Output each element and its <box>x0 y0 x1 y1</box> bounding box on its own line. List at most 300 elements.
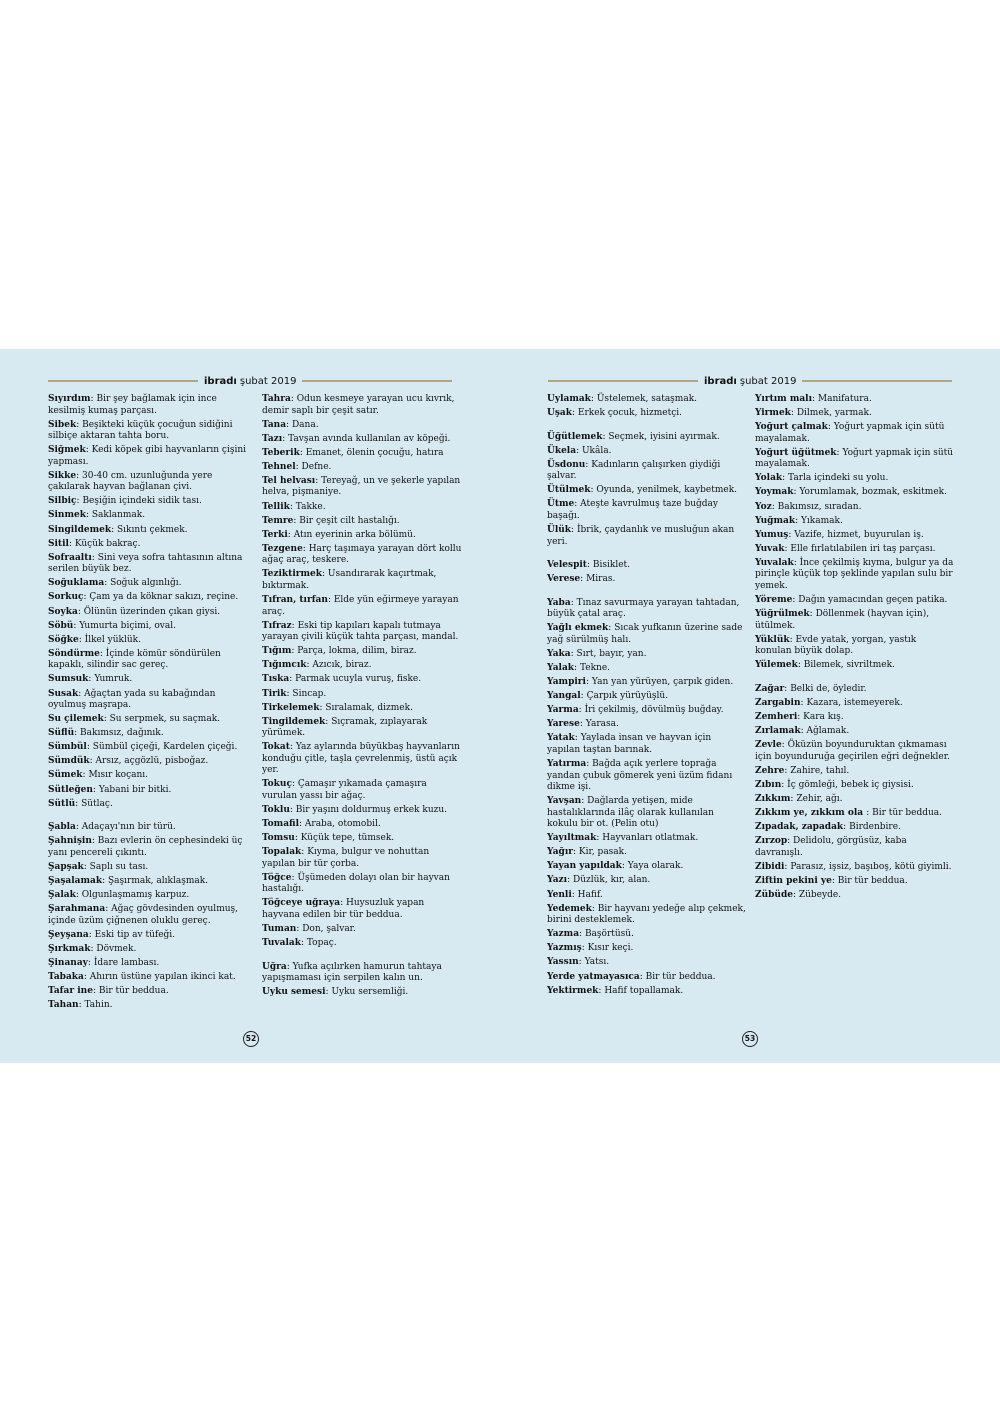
entry-separator: : <box>300 938 307 949</box>
entry-term: Yazma <box>547 929 580 940</box>
page-number: 53 <box>742 1031 758 1047</box>
entry-definition: Bilemek, sivriltmek. <box>803 660 895 671</box>
glossary-entry <box>48 930 248 942</box>
glossary-entry <box>755 558 955 593</box>
glossary-entry <box>755 394 955 406</box>
glossary-entry <box>547 759 747 794</box>
entry-term: Söbü <box>48 620 74 631</box>
entry-term: Uyku semesi <box>262 987 326 998</box>
entry-definition: Çarpık yürüyüşlü. <box>586 691 669 702</box>
entry-term: Susak <box>48 688 79 699</box>
glossary-column <box>48 394 248 1014</box>
entry-separator: : <box>843 822 850 833</box>
entry-definition: Tahin. <box>84 1000 113 1011</box>
entry-term: Zevle <box>755 740 782 751</box>
entry-term: Tıfran, tırfan <box>262 595 328 606</box>
entry-separator: : <box>104 578 111 589</box>
entry-separator: : <box>579 929 585 940</box>
glossary-entry <box>262 674 462 686</box>
glossary-entry <box>755 448 955 471</box>
glossary-entry <box>755 740 955 763</box>
entry-definition: Kısır keçi. <box>587 943 634 954</box>
entry-separator: : <box>586 759 593 769</box>
entry-definition: Dövmek. <box>96 943 137 954</box>
glossary-entry <box>755 766 955 778</box>
entry-separator: : <box>291 620 298 631</box>
entry-definition: Adaçayı'nın bir türü. <box>81 822 176 833</box>
entry-separator: : <box>579 719 586 730</box>
entry-definition: Huysuzluk yapan hayvana edilen bir tür beddua. <box>262 898 425 920</box>
entry-definition: Bir çeşit cilt hastalığı. <box>299 515 400 526</box>
entry-definition: Delidolu, görgüsüz, kaba davranışlı. <box>755 836 907 858</box>
entry-definition: Bir tür beddua. <box>98 986 169 997</box>
glossary-entry <box>547 796 747 831</box>
entry-separator: : <box>321 569 328 580</box>
glossary-entry <box>262 833 462 845</box>
entry-term: Siğmek <box>48 445 86 456</box>
entry-term: Sofraaltı <box>48 552 92 563</box>
glossary-entry <box>547 460 747 483</box>
entry-separator: : <box>797 660 804 671</box>
entry-term: Sıyırdım <box>48 394 91 404</box>
entry-definition: Sütlaç. <box>81 798 113 809</box>
glossary-entry <box>48 972 248 984</box>
entry-term: Yöreme <box>755 595 793 606</box>
entry-term: Söndürme <box>48 648 100 659</box>
entry-definition: Çam ya da köknar sakızı, reçine. <box>89 592 239 603</box>
glossary-entry <box>48 607 248 619</box>
entry-separator: : <box>325 716 332 727</box>
glossary-entry <box>262 779 462 802</box>
glossary-entry <box>262 873 462 896</box>
glossary-entry <box>547 408 747 420</box>
entry-definition: Topaç. <box>306 938 337 949</box>
entry-definition: Manifatura. <box>817 394 872 404</box>
glossary-entry <box>755 862 955 874</box>
entry-separator: : <box>574 499 581 510</box>
entry-term: Topalak <box>262 847 302 858</box>
glossary-entry <box>48 539 248 551</box>
entry-definition: Ateşte kavrulmuş taze buğday başağı. <box>547 499 719 521</box>
glossary-entry <box>547 623 747 646</box>
magazine-name: ibradı <box>704 375 737 387</box>
entry-definition: Dağın yamacından geçen patika. <box>798 595 948 606</box>
glossary-entry <box>48 621 248 633</box>
glossary-entry <box>547 943 747 955</box>
entry-separator: : <box>83 972 90 982</box>
entry-term: Yoymak <box>755 487 794 498</box>
entry-term: Yirmek <box>755 408 791 419</box>
entry-separator: : <box>290 394 297 404</box>
entry-definition: Bir şey bağlamak için ince kesilmiş kumaş parçası. <box>48 394 217 416</box>
entry-separator: : <box>590 394 597 404</box>
entry-definition: Sıkıntı çekmek. <box>117 524 188 535</box>
entry-term: Yayıltmak <box>547 833 597 844</box>
entry-definition: Ölünün üzerinden çıkan giysi. <box>83 606 221 617</box>
glossary-entry <box>262 646 462 658</box>
entry-definition: Zübeyde. <box>798 890 842 901</box>
glossary-entry <box>48 986 248 998</box>
glossary-entry <box>262 394 462 417</box>
entry-term: Ütme <box>547 499 575 510</box>
entry-definition: Kıyma, bulgur ve nohuttan yapılan bir tür çorba. <box>262 847 430 869</box>
entry-definition: Bir hayvanı yedeğe alıp çekmek, birini desteklemek. <box>547 903 746 926</box>
entry-term: Sümdük <box>48 756 90 767</box>
entry-term: Teziktirmek <box>262 569 322 580</box>
entry-term: Terki <box>262 529 288 540</box>
entry-term: Yaka <box>547 648 571 659</box>
entry-definition: Kir, pasak. <box>578 847 627 858</box>
entry-definition: Tınaz savurmaya yarayan tahtadan, büyük çatal araç. <box>547 597 740 620</box>
entry-definition: Yumurta biçimi, oval. <box>79 620 176 631</box>
entry-definition: 30-40 cm. uzunluğunda yere çakılarak hayvan bağlanan çivi. <box>48 470 213 493</box>
glossary-entry <box>755 780 955 792</box>
entry-definition: Yorumlamak, bozmak, eskitmek. <box>799 487 947 498</box>
entry-separator: : <box>299 447 306 458</box>
entry-definition: Bazı evlerin ön cephesindeki üç yanı pencereli çıkıntı. <box>48 836 243 858</box>
entry-term: Zırlamak <box>755 726 801 737</box>
entry-definition: Azıcık, biraz. <box>312 660 372 671</box>
entry-term: Yampiri <box>547 677 586 688</box>
entry-separator: : <box>578 705 585 716</box>
glossary-entry <box>547 986 747 998</box>
entry-term: Sumsuk <box>48 674 89 685</box>
entry-term: Tabaka <box>48 972 84 982</box>
entry-term: Üğütlemek <box>547 431 603 442</box>
entry-definition: Tavşan avında kullanılan av köpeği. <box>288 433 451 444</box>
glossary-entry <box>262 434 462 446</box>
entry-definition: Don, şalvar. <box>302 924 356 935</box>
glossary-entry <box>48 756 248 768</box>
entry-term: Tahan <box>48 1000 79 1011</box>
entry-separator: : <box>570 648 577 659</box>
entry-definition: İlkel yüklük. <box>84 634 141 645</box>
glossary-entry <box>48 445 248 468</box>
entry-separator: : <box>90 943 97 954</box>
glossary-entry <box>755 530 955 542</box>
glossary-entry <box>262 703 462 715</box>
glossary-entry <box>262 819 462 831</box>
glossary-entry <box>262 595 462 618</box>
glossary-entry <box>547 677 747 689</box>
entry-term: Yuğmak <box>755 515 796 526</box>
entry-term: Zıbın <box>755 779 782 790</box>
entry-definition: Başörtüsü. <box>584 929 634 940</box>
entry-separator: : <box>781 740 788 751</box>
entry-definition: Eski tip av tüfeği. <box>94 929 176 940</box>
entry-definition: Vazife, hizmet, buyurulan iş. <box>794 529 924 540</box>
entry-term: Yoz <box>755 501 772 512</box>
entry-term: Uğra <box>262 961 287 972</box>
glossary-entry <box>48 728 248 740</box>
entry-term: Ülük <box>547 525 572 536</box>
entry-term: Ziftin pekini ye <box>755 875 832 886</box>
glossary-entry <box>48 635 248 647</box>
header-rule <box>48 380 198 382</box>
entry-definition: Düzlük, kır, alan. <box>573 875 651 886</box>
entry-term: Yuvak <box>755 543 785 554</box>
page-right <box>500 349 1000 1063</box>
glossary-entry <box>262 717 462 740</box>
entry-definition: Sini veya sofra tahtasının altına serilen büyük bez. <box>48 552 243 575</box>
entry-term: Zağar <box>755 683 785 694</box>
entry-definition: Üstelemek, sataşmak. <box>596 394 698 404</box>
entry-definition: İçinde kömür söndürülen kapaklı, silindir sac gereç. <box>48 648 221 671</box>
entry-separator: : <box>602 431 609 442</box>
entry-separator: : <box>809 609 816 620</box>
entry-definition: Soğuk algınlığı. <box>110 578 182 589</box>
entry-definition: Ağlamak. <box>806 726 850 737</box>
glossary-entry <box>547 972 747 984</box>
entry-separator: : <box>76 470 83 481</box>
entry-term: Şeyşana <box>48 929 89 940</box>
entry-separator: : <box>793 487 800 498</box>
entry-definition: Uyku sersemliği. <box>331 987 409 998</box>
entry-term: Şarahmana <box>48 904 106 915</box>
glossary-entry <box>48 525 248 537</box>
entry-separator: : <box>282 433 289 444</box>
entry-term: Sikke <box>48 470 77 481</box>
entry-definition: Eski tip kapıları kapalı tutmaya yarayan çivili küçük tahta parçası, mandal. <box>262 620 459 643</box>
entry-separator: : <box>585 677 592 688</box>
glossary-entry <box>755 595 955 607</box>
entry-separator: : <box>787 836 794 847</box>
entry-term: Sorkuç <box>48 592 84 603</box>
entry-term: Yüklük <box>755 634 790 645</box>
entry-term: Yülemek <box>755 660 798 671</box>
entry-definition: Araba, otomobil. <box>304 819 381 830</box>
glossary-entry <box>755 502 955 514</box>
entry-term: Sümek <box>48 770 83 781</box>
entry-separator: : <box>771 501 778 512</box>
glossary-entry <box>48 944 248 956</box>
entry-definition: Elle fırlatılabilen iri taş parçası. <box>790 543 936 554</box>
glossary-entry <box>755 698 955 710</box>
entry-definition: Öküzün boyunduruktan çıkmaması için boyunduruğa geçirilen eğri değnekler. <box>755 740 950 762</box>
entry-term: Yatak <box>547 733 575 744</box>
entry-definition: İnce çekilmiş kıyma, bulgur ya da pirinçle küçük top şeklinde yapılan sulu bir yemek. <box>755 557 954 591</box>
entry-separator: : <box>571 889 578 900</box>
entry-definition: Tekne. <box>579 662 611 673</box>
glossary-entry <box>262 938 462 950</box>
entry-term: Uylamak <box>547 394 591 404</box>
entry-definition: Odun kesmeye yarayan ucu kıvrık, demir saplı bir çeşit satır. <box>262 394 455 416</box>
entry-separator: : <box>302 543 309 554</box>
entry-definition: Yaz aylarında büyükbaş hayvanların konduğu çitle, taşla çevrelenmiş, üstü açık yer. <box>262 742 460 776</box>
entry-separator: : <box>573 847 579 858</box>
glossary-entry <box>547 890 747 902</box>
glossary-entry <box>755 890 955 902</box>
entry-term: Yazmış <box>547 943 582 954</box>
glossary-entry <box>755 794 955 806</box>
entry-definition: Olgunlaşmamış karpuz. <box>81 890 190 901</box>
glossary-entry <box>262 462 462 474</box>
entry-separator: : <box>91 836 98 847</box>
glossary-entry <box>48 649 248 672</box>
entry-term: Sütlü <box>48 798 76 809</box>
entry-separator: : <box>574 733 581 744</box>
glossary-entry <box>547 904 747 927</box>
glossary-column <box>547 394 747 1000</box>
entry-definition: Beşikteki küçük çocuğun sidiğini silbiçe aktaran tahta boru. <box>48 419 233 442</box>
glossary-entry <box>755 609 955 632</box>
glossary-entry <box>755 876 955 888</box>
entry-separator: : <box>598 985 605 996</box>
glossary-entry <box>262 569 462 592</box>
entry-definition: Bir yaşını doldurmuş erkek kuzu. <box>295 804 448 815</box>
entry-term: Şalak <box>48 890 76 901</box>
entry-term: Yoğurt üğütmek <box>755 447 837 458</box>
entry-separator: : <box>295 461 302 472</box>
entry-separator: : <box>91 552 98 563</box>
entry-separator: : <box>574 662 580 673</box>
entry-separator: : <box>89 756 96 767</box>
entry-definition: Sümbül çiçeği, Kardelen çiçeği. <box>92 742 238 753</box>
glossary-entry <box>547 525 747 548</box>
entry-separator: : <box>315 475 322 486</box>
entry-term: Şapşak <box>48 861 84 872</box>
entry-definition: Kedi köpek gibi hayvanların çişini yapması. <box>48 445 246 467</box>
entry-definition: Sırt, bayır, yan. <box>576 648 647 659</box>
glossary-column <box>262 394 462 1001</box>
entry-separator: : <box>792 595 799 606</box>
entry-term: Zargabin <box>755 697 801 708</box>
entry-term: Yarma <box>547 705 579 716</box>
entry-separator: : <box>790 793 797 804</box>
entry-term: Tomsu <box>262 833 295 844</box>
glossary-entry <box>48 674 248 686</box>
entry-term: Yumuş <box>755 529 789 540</box>
entry-separator: : <box>286 419 292 430</box>
entry-definition: Oyunda, yenilmek, kaybetmek. <box>596 485 738 496</box>
entry-term: Yaba <box>547 597 571 608</box>
glossary-entry <box>262 530 462 542</box>
entry-term: Yoğurt çalmak <box>755 422 828 433</box>
entry-term: Yedemek <box>547 903 592 914</box>
entry-definition: Çamaşır yıkamada çamaşıra vurulan yassı bir ağaç. <box>262 779 427 801</box>
entry-separator: : <box>812 394 818 404</box>
entry-separator: : <box>567 875 573 886</box>
entry-definition: Yumruk. <box>94 674 133 685</box>
glossary-entry <box>262 448 462 460</box>
glossary-entry <box>262 987 462 999</box>
glossary-entry <box>48 876 248 888</box>
entry-separator: : <box>340 898 346 909</box>
entry-term: Ükela <box>547 445 577 456</box>
entry-definition: Ukâla. <box>581 445 612 456</box>
entry-separator: : <box>105 904 112 915</box>
entry-term: Şabla <box>48 822 76 833</box>
entry-definition: Yatsı. <box>584 957 610 968</box>
entry-separator: : <box>578 957 585 968</box>
glossary-entry <box>262 516 462 528</box>
entry-separator: : <box>298 819 305 830</box>
entry-definition: İri çekilmiş, dövülmüş buğday. <box>584 705 724 716</box>
entry-definition: Yan yan yürüyen, çarpık giden. <box>591 677 734 688</box>
entry-definition: Arsız, açgözlü, pisboğaz. <box>95 756 209 767</box>
entry-separator: : <box>291 872 298 883</box>
entry-term: Yuvalak <box>755 557 794 568</box>
entry-definition: Küçük bakraç. <box>74 538 141 549</box>
entry-definition: Yabani bir bitki. <box>98 784 172 795</box>
entry-separator: : <box>85 510 92 521</box>
glossary-entry <box>48 836 248 859</box>
entry-definition: Dağlarda yetişen, mide hastalıklarında ilâç olarak kullanılan kokulu bir ot. (Pelin otu) <box>547 796 714 830</box>
glossary-entry <box>755 684 955 696</box>
entry-term: Temre <box>262 515 294 526</box>
glossary-entry <box>755 836 955 859</box>
entry-separator: : <box>571 408 578 419</box>
entry-term: Töğce <box>262 872 292 883</box>
entry-term: Şinanay <box>48 957 88 968</box>
entry-separator: : <box>781 779 788 790</box>
glossary-entry <box>547 833 747 845</box>
entry-separator: : <box>608 623 615 634</box>
entry-term: Tezgene <box>262 543 303 554</box>
entry-separator: : <box>784 543 791 554</box>
entry-definition: Elde yün eğirmeye yarayan araç. <box>262 595 459 617</box>
entry-definition: Harç taşımaya yarayan dört kollu ağaç araç, teskere. <box>262 543 462 566</box>
entry-separator: : <box>325 987 332 998</box>
entry-separator: : <box>82 770 89 781</box>
entry-separator: : <box>580 691 587 702</box>
entry-definition: Sıralamak, dizmek. <box>325 702 413 713</box>
entry-separator: : <box>86 742 93 753</box>
entry-separator: : <box>289 501 296 512</box>
entry-separator: : <box>792 890 799 901</box>
glossary-entry <box>262 621 462 644</box>
entry-term: Zibidi <box>755 861 785 872</box>
entry-term: Soyka <box>48 606 78 617</box>
entry-definition: İdare lambası. <box>93 957 160 968</box>
entry-separator: : <box>287 529 294 540</box>
glossary-entry <box>755 808 955 820</box>
entry-separator: : <box>88 929 95 940</box>
glossary-entry <box>755 408 955 420</box>
glossary-entry <box>48 689 248 712</box>
glossary-column <box>755 394 955 904</box>
glossary-entry <box>48 592 248 604</box>
entry-term: Tirik <box>262 688 287 699</box>
entry-separator: : <box>591 903 598 914</box>
running-header <box>548 375 952 387</box>
entry-separator: : <box>784 765 791 776</box>
entry-definition: Tereyağ, un ve şekerle yapılan helva, pişmaniye. <box>262 475 461 498</box>
glossary-entry <box>262 805 462 817</box>
entry-term: Ütülmek <box>547 485 591 496</box>
glossary-entry <box>547 499 747 522</box>
entry-term: Sümbül <box>48 742 87 753</box>
entry-definition: Ağaçtan yada su kabağından oyulmuş maşrapa. <box>48 688 216 710</box>
entry-definition: Miras. <box>586 574 616 585</box>
glossary-entry <box>547 691 747 703</box>
header-rule <box>802 380 952 382</box>
entry-definition: Birdenbire. <box>849 822 901 833</box>
entry-separator: : <box>75 798 82 809</box>
glossary-entry <box>755 712 955 724</box>
entry-separator: : <box>291 646 298 657</box>
entry-separator: : <box>92 784 99 795</box>
entry-separator: : <box>76 419 83 430</box>
entry-separator: : <box>301 847 308 858</box>
entry-definition: Bağda açık yerlere toprağa yandan çubuk gömerek yeni üzüm fidanı dikme işi. <box>547 759 733 792</box>
entry-separator: : <box>621 861 628 872</box>
entry-definition: Su serpmek, su saçmak. <box>109 714 221 725</box>
entry-definition: Döllenmek (hayvan için), ütülmek. <box>755 609 930 631</box>
entry-term: Yolak <box>755 473 783 484</box>
entry-separator: : <box>291 779 298 790</box>
glossary-entry <box>755 822 955 834</box>
